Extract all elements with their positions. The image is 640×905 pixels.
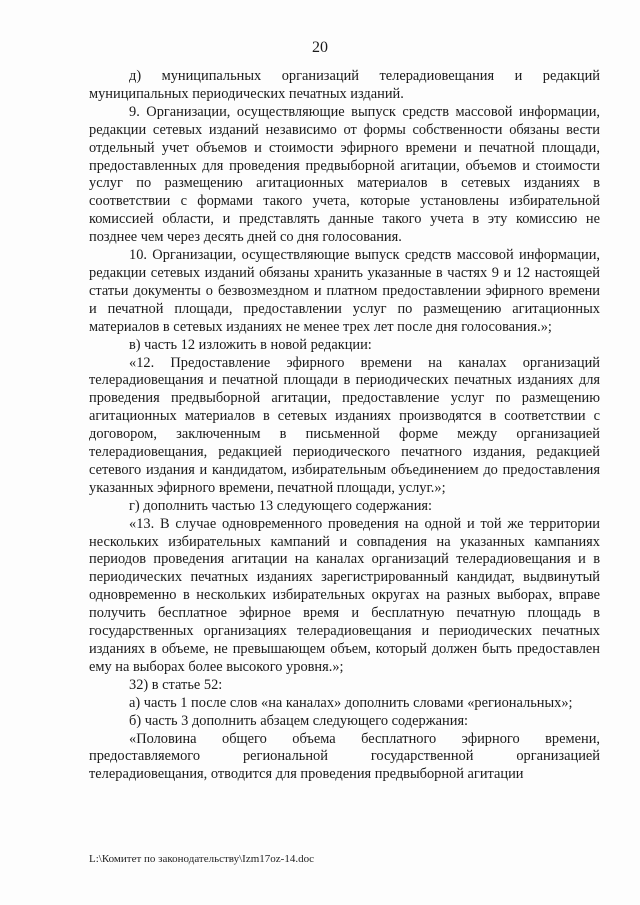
paragraph-item-32: 32) в статье 52: — [129, 676, 223, 693]
paragraph-item-g: г) дополнить частью 13 следующего содержания: — [129, 497, 433, 514]
paragraph-item-a: а) часть 1 после слов «на каналах» дополнить словами «региональных»; — [129, 694, 573, 711]
document-body — [89, 68, 600, 784]
paragraph-half-volume: «Половина общего объема бесплатного эфирного времени, предоставляемого региональной государственной организацией телерадиовещания, отводится для проведения предвыборной агитации — [89, 730, 600, 783]
paragraph-part-10: 10. Организации, осуществляющие выпуск средств массовой информации, редакции сетевых изданий обязаны хранить указанные в частях 9 и 12 настоящей статьи документы о безвозмездном и платном предоставлении эфирного времени и печатной площади, предоставлении услуг по размещению агитационных материалов в сетевых изданиях не менее трех лет после дня голосования.»; — [89, 247, 600, 335]
paragraph-item-b: б) часть 3 дополнить абзацем следующего содержания: — [129, 712, 469, 729]
page-number: 20 — [312, 39, 328, 56]
paragraph-part-9: 9. Организации, осуществляющие выпуск средств массовой информации, редакции сетевых изданий независимо от формы собственности обязаны вести отдельный учет объемов и стоимости эфирного времени и печатной площади, предоставленных для проведения предвыборной агитации, объемов и стоимости услуг по размещению агитационных материалов в сетевых изданиях в соответствии с формами такого учета, которые установлены избирательной комиссией области, и представлять данные такого учета в эту комиссию не позднее чем через десять дней со дня голосования. — [89, 103, 600, 246]
paragraph-item-d: д) муниципальных организаций телерадиовещания и редакций муниципальных периодических печатных изданий. — [89, 68, 600, 102]
paragraph-part-12: «12. Предоставление эфирного времени на каналах организаций телерадиовещания и печатной площади в периодических печатных изданиях для проведения предвыборной агитации, предоставление услуг по размещению агитационных материалов в сетевых изданиях производятся в соответствии с договором, заключенным в письменной форме между организацией телерадиовещания, редакцией периодического печатного издания, редакцией сетевого издания и кандидатом, избирательным объединением до предоставления указанных эфирного времени, печатной площади, услуг.»; — [89, 354, 600, 496]
paragraph-part-13: «13. В случае одновременного проведения на одной и той же территории нескольких избирательных кампаний и совпадения на указанных кампаниях периодов проведения агитации на каналах организаций телерадиовещания и в периодических печатных изданиях зарегистрированный кандидат, выдвинутый одновременно в нескольких избирательных округах на разных выборах, вправе получить бесплатное эфирное время и бесплатную печатную площадь в государственных организациях телерадиовещания и периодических печатных изданиях в объеме, не превышающем объем, который должен быть предоставлен ему на выборах более высокого уровня.»; — [89, 515, 600, 675]
footer-file-path: L:\Комитет по законодательству\Izm17oz-14.doc — [89, 853, 314, 865]
paragraph-item-v: в) часть 12 изложить в новой редакции: — [129, 336, 372, 353]
